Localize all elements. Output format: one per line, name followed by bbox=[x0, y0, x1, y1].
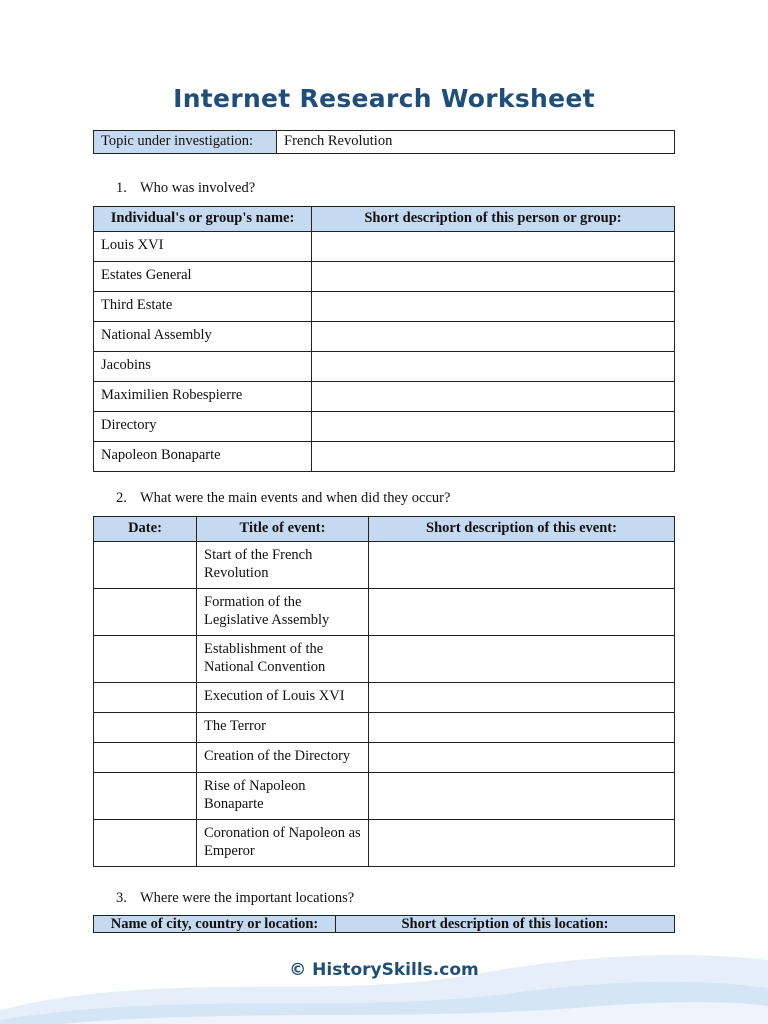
description-cell[interactable] bbox=[312, 322, 675, 352]
event-title: Execution of Louis XVI bbox=[197, 683, 369, 713]
event-title: The Terror bbox=[197, 713, 369, 743]
table-row bbox=[94, 262, 675, 292]
question-1 bbox=[116, 180, 255, 197]
topic-label: Topic under investigation: bbox=[94, 131, 277, 154]
date-cell[interactable] bbox=[94, 542, 197, 589]
event-title: Rise of Napoleon Bonaparte bbox=[197, 773, 369, 820]
event-title: Coronation of Napoleon as Emperor bbox=[197, 820, 369, 867]
person-name: Napoleon Bonaparte bbox=[94, 442, 312, 472]
date-cell[interactable] bbox=[94, 773, 197, 820]
header-description: Short description of this location: bbox=[336, 916, 675, 933]
table-row bbox=[94, 636, 675, 683]
table-row bbox=[94, 589, 675, 636]
event-title: Establishment of the National Convention bbox=[197, 636, 369, 683]
question-number: 3. bbox=[116, 890, 127, 906]
description-cell[interactable] bbox=[369, 683, 675, 713]
event-title: Formation of the Legislative Assembly bbox=[197, 589, 369, 636]
description-cell[interactable] bbox=[369, 713, 675, 743]
table-row bbox=[94, 442, 675, 472]
event-title: Creation of the Directory bbox=[197, 743, 369, 773]
date-cell[interactable] bbox=[94, 636, 197, 683]
table-row bbox=[94, 773, 675, 820]
table-row bbox=[94, 713, 675, 743]
table-row bbox=[94, 542, 675, 589]
event-title: Start of the French Revolution bbox=[197, 542, 369, 589]
date-cell[interactable] bbox=[94, 743, 197, 773]
date-cell[interactable] bbox=[94, 820, 197, 867]
table-row bbox=[94, 820, 675, 867]
question-text: What were the main events and when did they occur? bbox=[140, 490, 451, 506]
header-description: Short description of this person or group: bbox=[312, 207, 675, 232]
description-cell[interactable] bbox=[369, 589, 675, 636]
page-title: Internet Research Worksheet bbox=[173, 84, 595, 113]
description-cell[interactable] bbox=[312, 442, 675, 472]
description-cell[interactable] bbox=[312, 292, 675, 322]
topic-value[interactable]: French Revolution bbox=[277, 131, 675, 154]
person-name: Louis XVI bbox=[94, 232, 312, 262]
person-name: National Assembly bbox=[94, 322, 312, 352]
header-location: Name of city, country or location: bbox=[94, 916, 336, 933]
date-cell[interactable] bbox=[94, 713, 197, 743]
question-3 bbox=[116, 890, 354, 907]
header-description: Short description of this event: bbox=[369, 517, 675, 542]
table-row bbox=[94, 743, 675, 773]
description-cell[interactable] bbox=[369, 773, 675, 820]
person-name: Estates General bbox=[94, 262, 312, 292]
header-name: Individual's or group's name: bbox=[94, 207, 312, 232]
header-title: Title of event: bbox=[197, 517, 369, 542]
table-row bbox=[94, 382, 675, 412]
question-text: Who was involved? bbox=[140, 180, 256, 196]
topic-table bbox=[93, 130, 675, 154]
description-cell[interactable] bbox=[312, 412, 675, 442]
person-name: Jacobins bbox=[94, 352, 312, 382]
table-row bbox=[94, 352, 675, 382]
table-row bbox=[94, 232, 675, 262]
person-name: Third Estate bbox=[94, 292, 312, 322]
description-cell[interactable] bbox=[369, 820, 675, 867]
description-cell[interactable] bbox=[312, 262, 675, 292]
question-2 bbox=[116, 490, 450, 507]
description-cell[interactable] bbox=[369, 636, 675, 683]
table-row bbox=[94, 683, 675, 713]
date-cell[interactable] bbox=[94, 683, 197, 713]
description-cell[interactable] bbox=[312, 352, 675, 382]
description-cell[interactable] bbox=[369, 542, 675, 589]
description-cell[interactable] bbox=[369, 743, 675, 773]
copyright-footer[interactable]: © HistorySkills.com bbox=[289, 960, 479, 980]
events-table bbox=[93, 516, 675, 867]
table-row bbox=[94, 412, 675, 442]
people-table bbox=[93, 206, 675, 472]
description-cell[interactable] bbox=[312, 232, 675, 262]
question-text: Where were the important locations? bbox=[140, 890, 355, 906]
question-number: 2. bbox=[116, 490, 127, 506]
table-row bbox=[94, 292, 675, 322]
person-name: Directory bbox=[94, 412, 312, 442]
table-row bbox=[94, 322, 675, 352]
person-name: Maximilien Robespierre bbox=[94, 382, 312, 412]
description-cell[interactable] bbox=[312, 382, 675, 412]
header-date: Date: bbox=[94, 517, 197, 542]
date-cell[interactable] bbox=[94, 589, 197, 636]
question-number: 1. bbox=[116, 180, 127, 196]
